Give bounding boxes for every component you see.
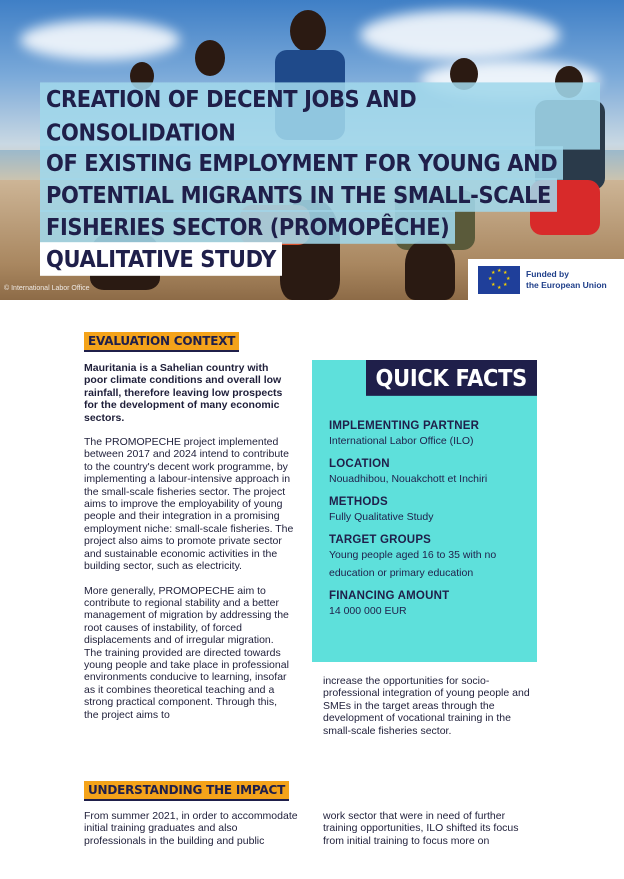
fact-label: LOCATION xyxy=(329,458,390,470)
fact-label: METHODS xyxy=(329,496,388,508)
cloud xyxy=(360,10,560,60)
impact-text-col2 xyxy=(323,810,537,859)
subtitle: QUALITATIVE STUDY xyxy=(40,242,282,276)
title-line: CREATION OF DECENT JOBS AND CONSOLIDATION xyxy=(40,82,600,149)
runner-head xyxy=(290,10,326,52)
body-paragraph: The PROMOPECHE project implemented between 2017 and 2024 intend to contribute to the country's decent work programme, by implementing a labour-intensive approach in the small-scale fisheries sector. The project aims to improve the employability of young people and their integration in a promising employment niche: small-scale fisheries. The project also aims to promote private sector and sustainable economic activities in the building sector, such as electricity. xyxy=(84,436,294,573)
fact-label: FINANCING AMOUNT xyxy=(329,590,450,602)
evaluation-context-text xyxy=(84,362,294,733)
title-line: POTENTIAL MIGRANTS IN THE SMALL-SCALE xyxy=(40,178,557,212)
body-paragraph: From summer 2021, in order to accommodate initial training graduates and also professionals in the building and public xyxy=(84,810,298,847)
fact-value: 14 000 000 EUR xyxy=(329,605,407,617)
understanding-impact-heading: UNDERSTANDING THE IMPACT xyxy=(84,781,289,801)
funding-text xyxy=(526,269,607,291)
body-paragraph: More generally, PROMOPECHE aim to contribute to regional stability and a better management of migration by addressing the root causes of instability, of forced displacements and of irregular migration. The training provided are directed towards young people and take place in professional environments conducive to learning, insofar as it combines theoretical teaching and a strong practical component. Through this, the project aims to xyxy=(84,584,289,721)
funding-line: Funded by xyxy=(526,268,569,279)
eu-flag-icon: ★ ★ ★ ★ ★ ★ ★ ★ xyxy=(478,266,520,294)
quick-facts-list xyxy=(329,418,529,628)
hero-photo xyxy=(0,0,624,300)
eu-funding-badge xyxy=(468,259,624,300)
body-paragraph: work sector that were in need of further training opportunities, ILO shifted its focus from initial training to focus more on xyxy=(323,810,519,847)
fact-label: IMPLEMENTING PARTNER xyxy=(329,420,480,432)
cloud xyxy=(20,20,180,60)
fact-value: Young people aged 16 to 35 with no education or primary education xyxy=(329,549,497,579)
page-title xyxy=(40,86,600,274)
fact-label: TARGET GROUPS xyxy=(329,534,432,546)
title-line: FISHERIES SECTOR (PROMOPÊCHE) xyxy=(40,210,455,244)
lead-paragraph: Mauritania is a Sahelian country with poor climate conditions and overall low rainfall, therefore leaving low prospects for the development of many economic sectors. xyxy=(84,362,283,424)
runner-head xyxy=(195,40,225,76)
fact-value: Nouadhibou, Nouakchott et Inchiri xyxy=(329,473,488,485)
evaluation-context-heading: EVALUATION CONTEXT xyxy=(84,332,239,352)
evaluation-context-continuation xyxy=(323,675,537,749)
photo-credit: © International Labor Office xyxy=(4,285,90,292)
fact-value: International Labor Office (ILO) xyxy=(329,435,474,447)
fact-value: Fully Qualitative Study xyxy=(329,511,434,523)
impact-text-col1 xyxy=(84,810,298,859)
funding-line: the European Union xyxy=(526,279,607,290)
quick-facts-box xyxy=(312,360,537,662)
title-line: OF EXISTING EMPLOYMENT FOR YOUNG AND xyxy=(40,146,563,180)
body-paragraph: increase the opportunities for socio-professional integration of young people and SMEs in the target areas through the development of vocational training in the small-scale fisheries sector. xyxy=(323,675,530,737)
quick-facts-title: QUICK FACTS xyxy=(366,360,537,396)
